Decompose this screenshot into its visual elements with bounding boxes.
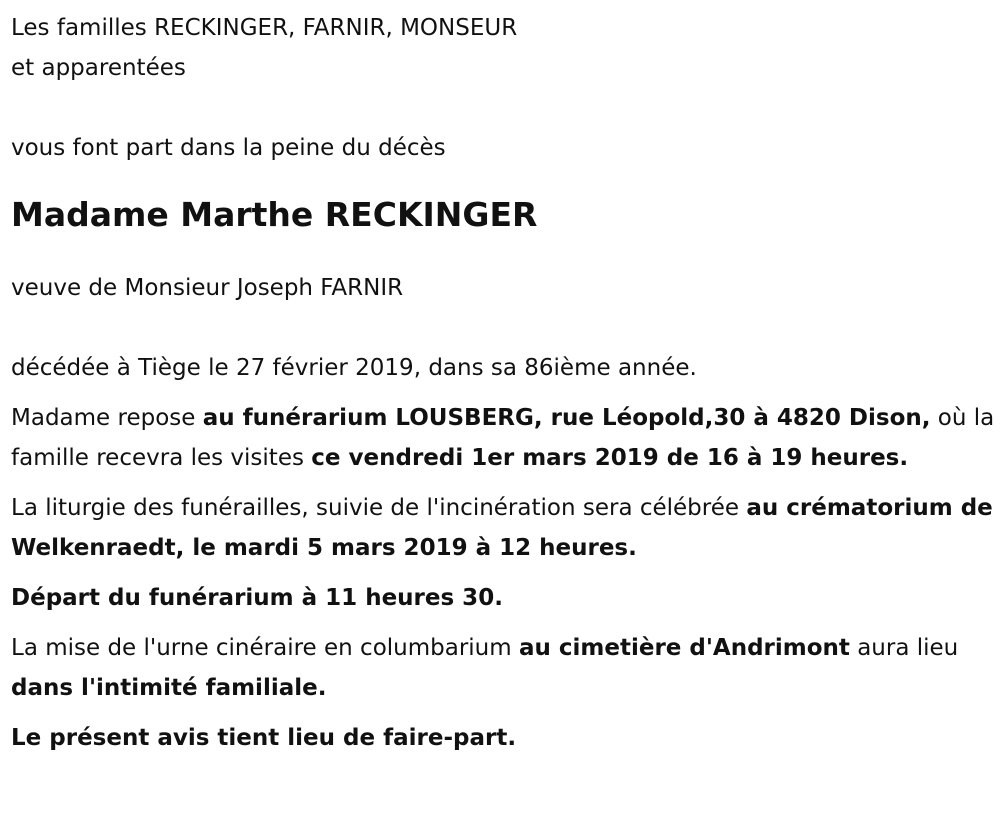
closing-paragraph xyxy=(11,718,996,758)
urn-text: La mise de l'urne cinéraire en columbarium xyxy=(11,635,519,661)
liturgy-text: La liturgie des funérailles, suivie de l'incinération sera célébrée xyxy=(11,495,747,521)
announcement-line: vous font part dans la peine du décès xyxy=(11,135,446,161)
relatives-line: et apparentées xyxy=(11,55,186,81)
closing-text: Le présent avis tient lieu de faire-part. xyxy=(11,725,517,751)
cemetery-name: au cimetière d'Andrimont xyxy=(518,635,850,661)
deceased-name: Madame Marthe RECKINGER xyxy=(11,195,538,234)
repose-paragraph xyxy=(11,398,996,478)
families-line: Les familles RECKINGER, FARNIR, MONSEUR xyxy=(11,15,518,41)
departure-paragraph xyxy=(11,578,996,618)
liturgy-paragraph xyxy=(11,488,996,568)
urn-paragraph xyxy=(11,628,996,708)
spouse-line: veuve de Monsieur Joseph FARNIR xyxy=(11,275,404,301)
urn-text: aura lieu xyxy=(849,635,959,661)
repose-text: Madame repose xyxy=(11,405,203,431)
visitation-time: ce vendredi 1er mars 2019 de 16 à 19 heures. xyxy=(311,445,909,471)
repose-text: où la famille recevra les visites xyxy=(11,405,995,471)
spacer xyxy=(11,88,996,128)
death-info-line: décédée à Tiège le 27 février 2019, dans sa 86ième année. xyxy=(11,355,697,381)
departure-time: Départ du funérarium à 11 heures 30. xyxy=(11,585,503,611)
spacer xyxy=(11,308,996,348)
privacy-note: dans l'intimité familiale. xyxy=(11,675,327,701)
funeral-home-location: au funérarium LOUSBERG, rue Léopold,30 à 4820 Dison, xyxy=(202,405,931,431)
obituary-notice xyxy=(11,8,996,758)
crematorium-details: au crématorium de Welkenraedt, le mardi 5 mars 2019 à 12 heures. xyxy=(11,495,993,561)
